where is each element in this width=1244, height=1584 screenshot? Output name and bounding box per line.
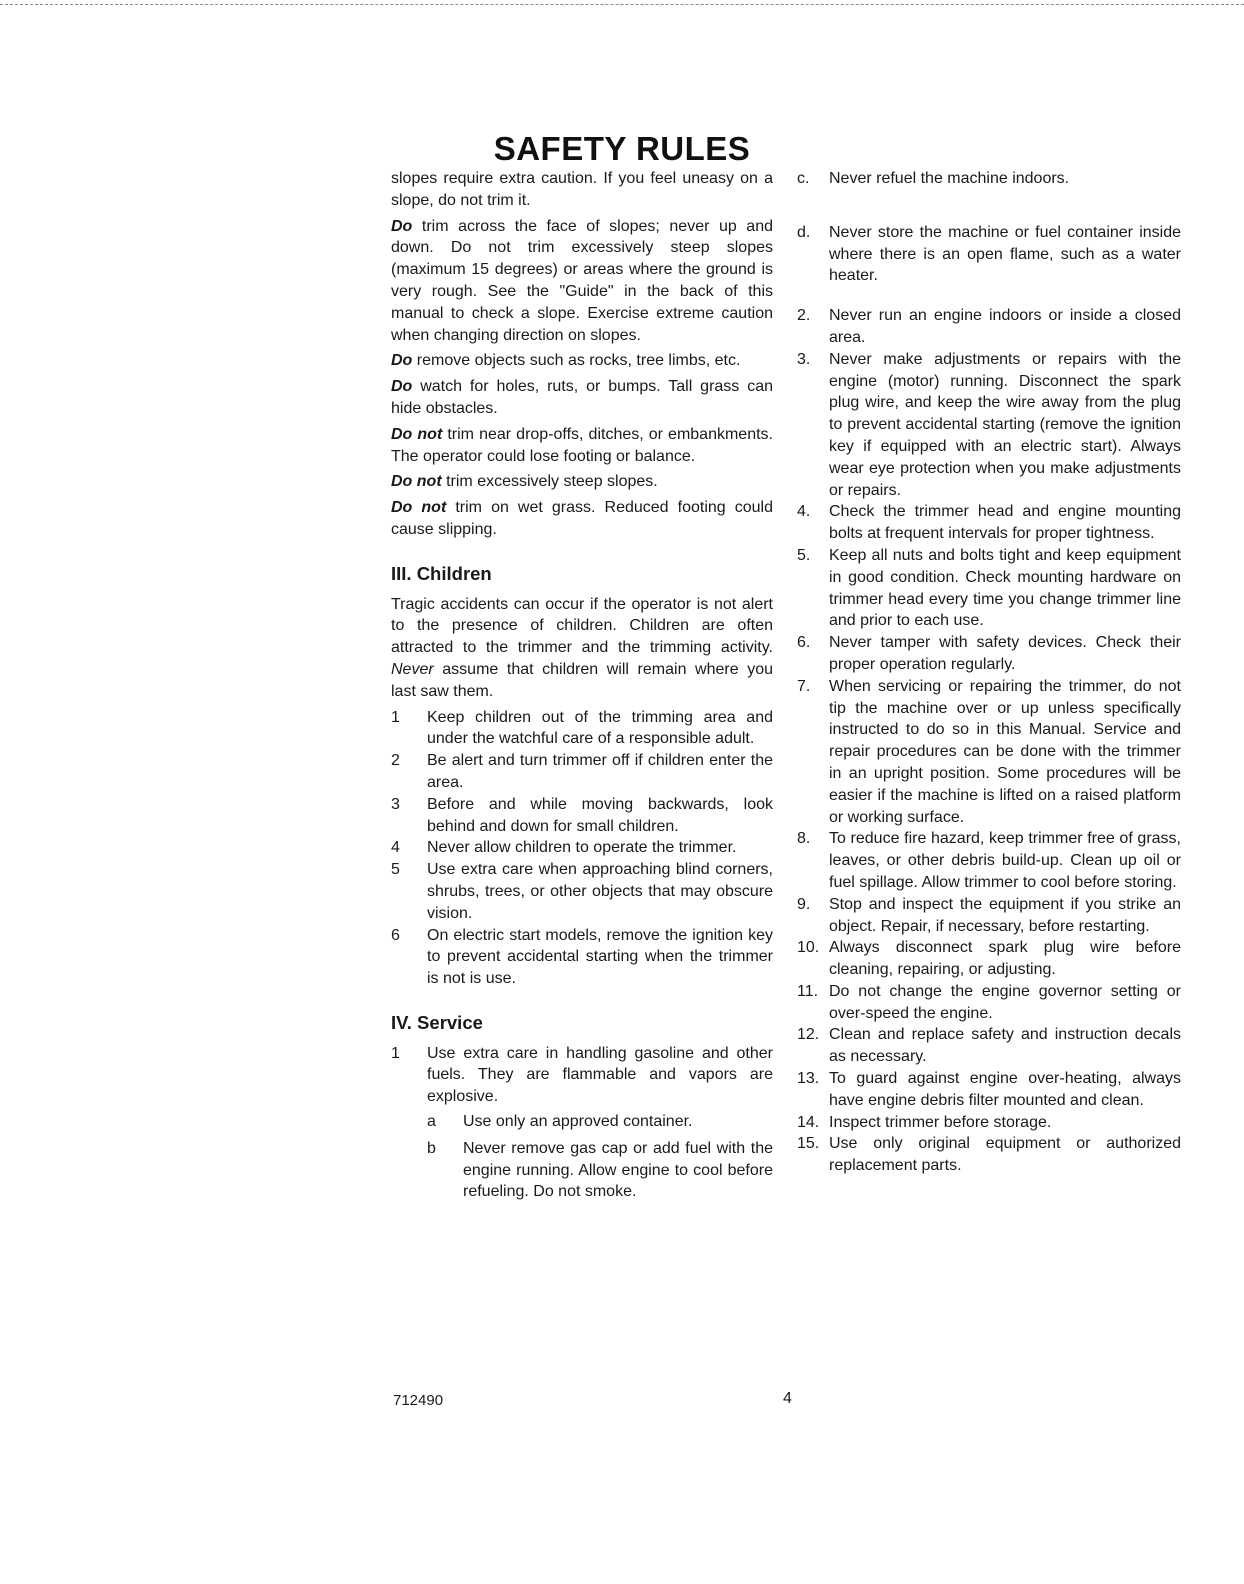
sub-item-letter: a bbox=[427, 1113, 436, 1131]
list-item bbox=[391, 1043, 773, 1108]
sub-item-letter: d. bbox=[797, 223, 811, 241]
item-text: Before and while moving backwards, look behind and down for small children. bbox=[427, 795, 773, 835]
list-item bbox=[797, 937, 1181, 981]
paragraph-text: trim excessively steep slopes. bbox=[441, 473, 658, 491]
item-text: On electric start models, remove the ignition key to prevent accidental starting when the trimmer is not is use. bbox=[427, 926, 773, 988]
list-item bbox=[797, 1068, 1181, 1112]
emphasis: Do not bbox=[391, 473, 442, 491]
item-text: Keep children out of the trimming area and under the watchful care of a responsible adult. bbox=[427, 708, 773, 748]
list-item bbox=[797, 894, 1181, 938]
item-number: 1 bbox=[391, 708, 400, 726]
item-text: Clean and replace safety and instruction decals as necessary. bbox=[829, 1026, 1181, 1066]
item-number: 2. bbox=[797, 307, 811, 325]
service-list bbox=[797, 305, 1181, 1177]
emphasis: Do bbox=[391, 352, 413, 370]
children-intro bbox=[391, 594, 773, 703]
paragraph-text: watch for holes, ruts, or bumps. Tall grass can hide obstacles. bbox=[391, 378, 773, 417]
paragraph-text: trim across the face of slopes; never up and down. Do not trim excessively steep slopes (maximum 15 degrees) or areas where the ground is very rough. See the "Guide" in the back of this manual to check a slope. Exercise extreme caution when changing direction on slopes. bbox=[391, 217, 773, 344]
item-number: 11. bbox=[797, 982, 819, 1000]
item-text: Never tamper with safety devices. Check their proper operation regularly. bbox=[829, 634, 1181, 673]
item-number: 6 bbox=[391, 926, 400, 944]
list-item bbox=[797, 545, 1181, 632]
paragraph-text: assume that children will remain where you last saw them. bbox=[391, 660, 773, 700]
item-text: Inspect trimmer before storage. bbox=[829, 1113, 1052, 1131]
document-code: 712490 bbox=[393, 1392, 444, 1409]
item-text: Always disconnect spark plug wire before cleaning, repairing, or adjusting. bbox=[829, 939, 1181, 979]
sub-item-letter: c. bbox=[797, 170, 810, 187]
item-number: 5 bbox=[391, 861, 400, 879]
list-item bbox=[391, 837, 773, 859]
list-item bbox=[797, 1112, 1181, 1134]
item-number: 10. bbox=[797, 939, 820, 957]
sub-item-letter: b bbox=[427, 1139, 436, 1157]
item-text: Use extra care in handling gasoline and other fuels. They are flammable and vapors are explosive. bbox=[427, 1044, 773, 1106]
list-item bbox=[391, 859, 773, 924]
paragraph bbox=[391, 216, 773, 347]
list-item bbox=[797, 305, 1181, 349]
item-number: 15. bbox=[797, 1135, 820, 1153]
item-text: Keep all nuts and bolts tight and keep equipment in good condition. Check mounting hardware on trimmer head every time you change trimmer line and prior to each use. bbox=[829, 546, 1181, 630]
emphasis: Do not bbox=[391, 425, 443, 443]
right-column bbox=[797, 168, 1181, 1177]
item-number: 2 bbox=[391, 752, 400, 770]
left-column bbox=[391, 168, 773, 1208]
item-number: 9. bbox=[797, 895, 811, 913]
item-text: Be alert and turn trimmer off if children enter the area. bbox=[427, 752, 773, 791]
emphasis: Do bbox=[391, 217, 413, 235]
emphasis: Never bbox=[391, 660, 434, 678]
top-rule bbox=[0, 4, 1244, 5]
emphasis: Do not bbox=[391, 499, 447, 517]
item-text: Use extra care when approaching blind corners, shrubs, trees, or other objects that may obscure vision. bbox=[427, 861, 773, 922]
paragraph bbox=[391, 424, 773, 468]
item-number: 1 bbox=[391, 1044, 400, 1062]
paragraph-text: Tragic accidents can occur if the operator is not alert to the presence of children. Children are often attracted to the trimmer and the trimming activity. bbox=[391, 595, 773, 657]
list-item bbox=[391, 794, 773, 838]
item-number: 7. bbox=[797, 677, 811, 695]
list-item bbox=[391, 707, 773, 751]
list-item bbox=[797, 981, 1181, 1025]
paragraph: slopes require extra caution. If you feel uneasy on a slope, do not trim it. bbox=[391, 170, 773, 209]
item-number: 12. bbox=[797, 1026, 820, 1044]
item-number: 5. bbox=[797, 546, 811, 564]
sub-item bbox=[427, 1111, 773, 1133]
sub-item bbox=[427, 1138, 773, 1203]
item-text: Never allow children to operate the trimmer. bbox=[427, 839, 737, 857]
sub-item-text: Never store the machine or fuel container inside where there is an open flame, such as a water heater. bbox=[829, 223, 1181, 285]
page-title: SAFETY RULES bbox=[493, 130, 751, 167]
children-list bbox=[391, 707, 773, 990]
sub-item-text: Never refuel the machine indoors. bbox=[829, 170, 1070, 187]
paragraph-text: trim near drop-offs, ditches, or embankments. The operator could lose footing or balance. bbox=[391, 425, 773, 465]
item-number: 8. bbox=[797, 830, 811, 848]
list-item bbox=[391, 925, 773, 990]
item-text: Check the trimmer head and engine mounting bolts at frequent intervals for proper tightness. bbox=[829, 503, 1181, 543]
sub-item-text: Use only an approved container. bbox=[463, 1113, 693, 1131]
item-number: 3. bbox=[797, 350, 811, 368]
item-text: Do not change the engine governor setting or over-speed the engine. bbox=[829, 982, 1181, 1022]
emphasis: Do bbox=[391, 378, 413, 396]
list-item bbox=[797, 1024, 1181, 1068]
sub-item-text: Never remove gas cap or add fuel with the engine running. Allow engine to cool before refueling. Do not smoke. bbox=[463, 1139, 773, 1201]
section-heading-service: IV. Service bbox=[391, 1011, 483, 1033]
page-number: 4 bbox=[783, 1390, 792, 1407]
list-item bbox=[797, 676, 1181, 829]
section-heading-children: III. Children bbox=[391, 562, 492, 584]
list-item bbox=[797, 828, 1181, 893]
paragraph bbox=[391, 497, 773, 541]
item-text: Stop and inspect the equipment if you strike an object. Repair, if necessary, before restarting. bbox=[829, 895, 1181, 935]
item-text: To reduce fire hazard, keep trimmer free of grass, leaves, or other debris build-up. Clean up oil or fuel spillage. Allow trimmer to cool before storing. bbox=[829, 830, 1181, 891]
paragraph bbox=[391, 471, 773, 493]
list-item bbox=[391, 750, 773, 794]
list-item bbox=[797, 501, 1181, 545]
item-text: Never run an engine indoors or inside a closed area. bbox=[829, 307, 1181, 346]
item-text: To guard against engine over-heating, always have engine debris filter mounted and clean. bbox=[829, 1070, 1181, 1109]
item-number: 4. bbox=[797, 503, 811, 521]
paragraph-text: remove objects such as rocks, tree limbs, etc. bbox=[412, 352, 741, 370]
item-text: Never make adjustments or repairs with the engine (motor) running. Disconnect the spark plug wire, and keep the wire away from the plug to prevent accidental starting (remove the ignition key if equipped with an electric start). Always wear eye protection when you make adjustments or repairs. bbox=[829, 350, 1181, 499]
paragraph bbox=[391, 350, 773, 372]
sub-item bbox=[797, 168, 1181, 190]
item-number: 13. bbox=[797, 1070, 820, 1088]
paragraph bbox=[391, 376, 773, 420]
item-number: 4 bbox=[391, 839, 400, 857]
list-item bbox=[797, 632, 1181, 676]
item-text: When servicing or repairing the trimmer, do not tip the machine over or up unless specifically instructed to do so in this Manual. Service and repair procedures can be done with the trimmer in an upright position. Some procedures will be easier if the machine is lifted on a raised platform or working surface. bbox=[829, 677, 1181, 826]
item-text: Use only original equipment or authorized replacement parts. bbox=[829, 1135, 1181, 1175]
item-number: 3 bbox=[391, 795, 400, 813]
paragraph-text: trim on wet grass. Reduced footing could cause slipping. bbox=[391, 499, 774, 538]
item-number: 14. bbox=[797, 1113, 820, 1131]
list-item bbox=[797, 1133, 1181, 1177]
list-item bbox=[797, 349, 1181, 502]
item-number: 6. bbox=[797, 634, 811, 652]
sub-item bbox=[797, 222, 1181, 287]
